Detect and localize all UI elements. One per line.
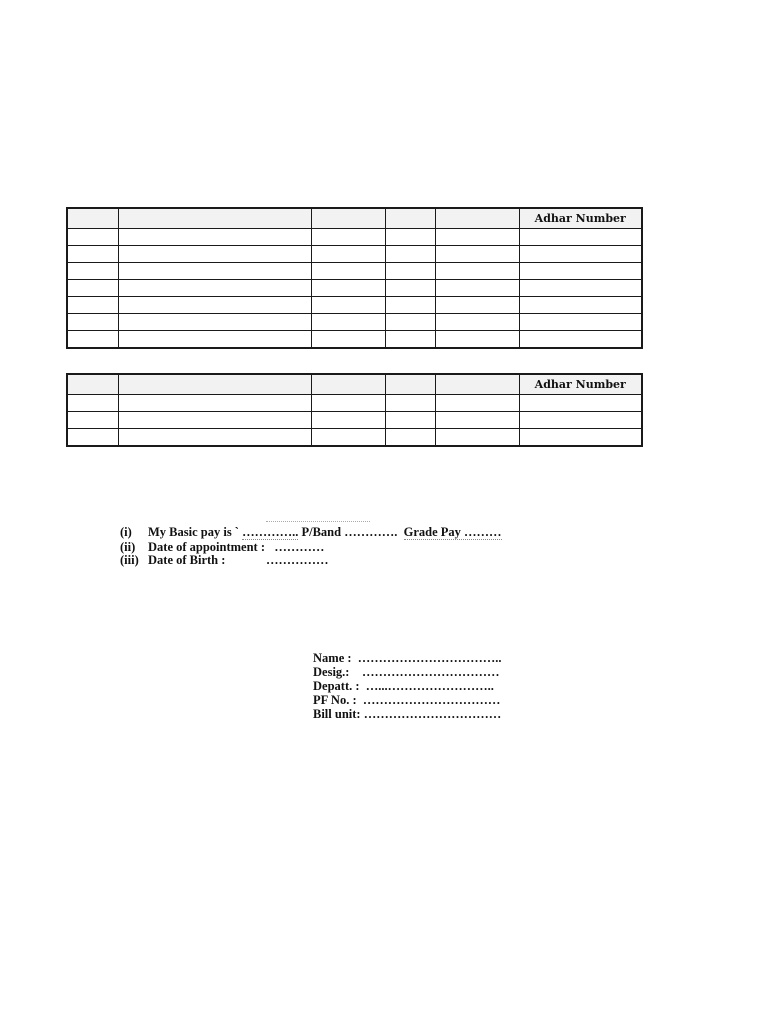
cell[interactable] bbox=[118, 246, 311, 263]
header-cell bbox=[385, 208, 435, 229]
header-cell bbox=[67, 374, 118, 395]
cell[interactable] bbox=[385, 429, 435, 447]
cell[interactable] bbox=[67, 395, 118, 412]
cell[interactable] bbox=[385, 229, 435, 246]
header-cell bbox=[311, 374, 385, 395]
cell[interactable] bbox=[519, 412, 642, 429]
header-cell bbox=[118, 208, 311, 229]
item-number: (i) bbox=[120, 525, 132, 539]
appointment-date-field[interactable]: Date of appointment : ………… bbox=[148, 540, 325, 554]
cell[interactable] bbox=[118, 314, 311, 331]
item-number: (iii) bbox=[120, 553, 139, 567]
basic-pay-line bbox=[120, 525, 502, 540]
item-number: (ii) bbox=[120, 540, 136, 554]
header-cell bbox=[311, 208, 385, 229]
cell[interactable] bbox=[519, 395, 642, 412]
table-header-row bbox=[67, 208, 642, 229]
pay-band-field[interactable]: P/Band …………. bbox=[298, 525, 404, 539]
cell[interactable] bbox=[311, 280, 385, 297]
cell[interactable] bbox=[67, 297, 118, 314]
cell[interactable] bbox=[519, 229, 642, 246]
cell[interactable] bbox=[435, 429, 519, 447]
cell[interactable] bbox=[311, 395, 385, 412]
cell[interactable] bbox=[118, 280, 311, 297]
cell[interactable] bbox=[385, 246, 435, 263]
signature-name-field[interactable]: Name : …………………………….. bbox=[313, 651, 502, 665]
cell[interactable] bbox=[385, 263, 435, 280]
cell[interactable] bbox=[118, 429, 311, 447]
table-row bbox=[67, 429, 642, 447]
birth-date-field[interactable]: Date of Birth : …………… bbox=[148, 553, 329, 567]
cell[interactable] bbox=[519, 280, 642, 297]
cell[interactable] bbox=[118, 229, 311, 246]
cell[interactable] bbox=[311, 314, 385, 331]
basic-pay-field[interactable]: ………….. bbox=[242, 525, 299, 539]
birth-date-line bbox=[120, 553, 329, 568]
table-row bbox=[67, 331, 642, 349]
table-row bbox=[67, 395, 642, 412]
table-row bbox=[67, 297, 642, 314]
cell[interactable] bbox=[435, 395, 519, 412]
cell[interactable] bbox=[435, 314, 519, 331]
cell[interactable] bbox=[311, 263, 385, 280]
cell[interactable] bbox=[435, 229, 519, 246]
cell[interactable] bbox=[385, 331, 435, 349]
cell[interactable] bbox=[118, 412, 311, 429]
table-header-row bbox=[67, 374, 642, 395]
adhar-number-header: Adhar Number bbox=[519, 374, 642, 395]
cell[interactable] bbox=[385, 314, 435, 331]
cell[interactable] bbox=[67, 229, 118, 246]
cell[interactable] bbox=[435, 280, 519, 297]
table-row bbox=[67, 412, 642, 429]
header-cell bbox=[118, 374, 311, 395]
cell[interactable] bbox=[67, 314, 118, 331]
cell[interactable] bbox=[311, 297, 385, 314]
cell[interactable] bbox=[67, 280, 118, 297]
cell[interactable] bbox=[118, 263, 311, 280]
cell[interactable] bbox=[519, 429, 642, 447]
header-cell bbox=[435, 374, 519, 395]
table-row bbox=[67, 246, 642, 263]
cell[interactable] bbox=[435, 263, 519, 280]
cell[interactable] bbox=[385, 412, 435, 429]
cell[interactable] bbox=[519, 297, 642, 314]
cell[interactable] bbox=[519, 246, 642, 263]
cell[interactable] bbox=[311, 246, 385, 263]
cell[interactable] bbox=[519, 331, 642, 349]
cell[interactable] bbox=[311, 429, 385, 447]
cell[interactable] bbox=[118, 297, 311, 314]
cell[interactable] bbox=[385, 297, 435, 314]
signature-desig-field[interactable]: Desig.: …………………………… bbox=[313, 665, 500, 679]
cell[interactable] bbox=[385, 280, 435, 297]
signature-depatt-field[interactable]: Depatt. : …...…………………….. bbox=[313, 679, 494, 693]
cell[interactable] bbox=[67, 429, 118, 447]
table-row bbox=[67, 229, 642, 246]
table-row bbox=[67, 263, 642, 280]
cell[interactable] bbox=[519, 314, 642, 331]
adhar-number-header: Adhar Number bbox=[519, 208, 642, 229]
cell[interactable] bbox=[311, 412, 385, 429]
cell[interactable] bbox=[435, 246, 519, 263]
dotted-guide-line bbox=[266, 521, 370, 522]
grade-pay-field[interactable]: Grade Pay ……… bbox=[403, 525, 502, 539]
cell[interactable] bbox=[67, 263, 118, 280]
signature-bill-unit-field[interactable]: Bill unit: …………………………… bbox=[313, 707, 502, 721]
cell[interactable] bbox=[67, 331, 118, 349]
cell[interactable] bbox=[311, 229, 385, 246]
cell[interactable] bbox=[118, 395, 311, 412]
cell[interactable] bbox=[519, 263, 642, 280]
table-row bbox=[67, 280, 642, 297]
cell[interactable] bbox=[118, 331, 311, 349]
cell[interactable] bbox=[385, 395, 435, 412]
cell[interactable] bbox=[435, 412, 519, 429]
table-row bbox=[67, 314, 642, 331]
cell[interactable] bbox=[67, 412, 118, 429]
cell[interactable] bbox=[311, 331, 385, 349]
cell[interactable] bbox=[67, 246, 118, 263]
cell[interactable] bbox=[435, 331, 519, 349]
header-cell bbox=[385, 374, 435, 395]
cell[interactable] bbox=[435, 297, 519, 314]
members-table bbox=[66, 207, 643, 349]
header-cell bbox=[67, 208, 118, 229]
header-cell bbox=[435, 208, 519, 229]
signature-pf-field[interactable]: PF No. : …………………………… bbox=[313, 693, 501, 707]
basic-pay-label: My Basic pay is ` bbox=[148, 525, 243, 539]
dependents-table bbox=[66, 373, 643, 447]
